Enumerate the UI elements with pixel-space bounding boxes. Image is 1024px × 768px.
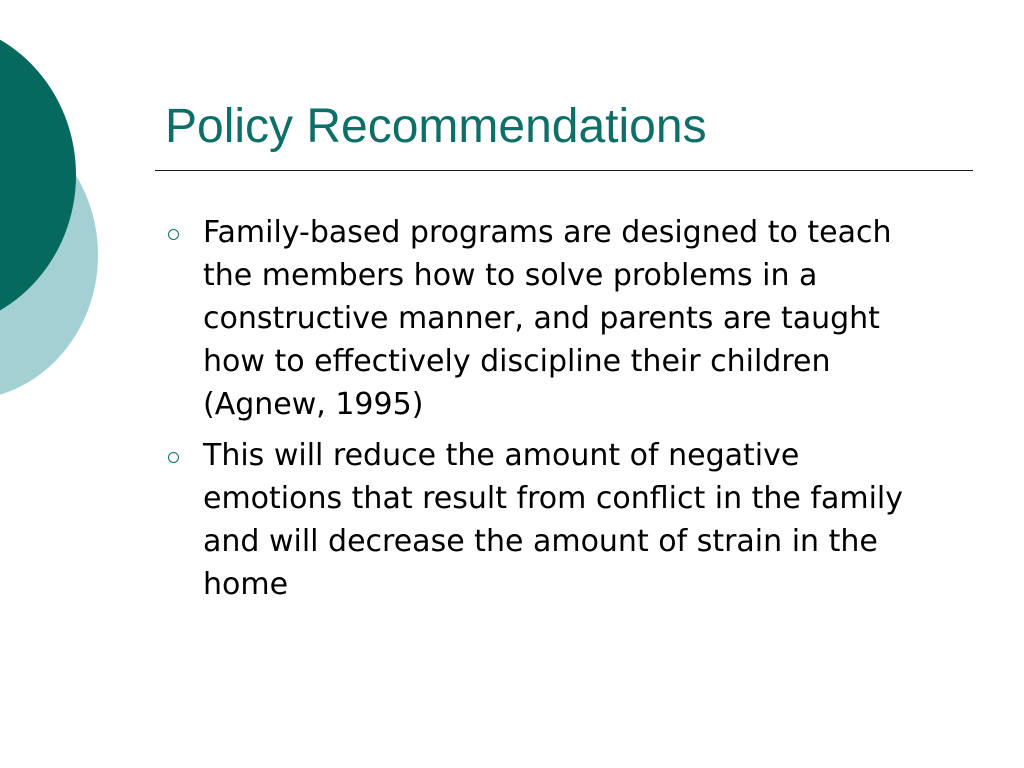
slide-title: Policy Recommendations xyxy=(165,100,707,153)
title-divider xyxy=(155,170,973,171)
bullet-list xyxy=(160,211,940,614)
bullet-item xyxy=(160,434,940,606)
bullet-text: Family-based programs are designed to teach the members how to solve problems in a constructive manner, and parents are taught how to effectively discipline their children (Agnew, 1995) xyxy=(203,215,892,422)
bullet-item xyxy=(160,211,940,426)
hollow-circle-bullet-icon xyxy=(168,229,179,240)
bullet-text: This will reduce the amount of negative emotions that result from conflict in the family and will decrease the amount of strain in the home xyxy=(203,438,904,602)
hollow-circle-bullet-icon xyxy=(168,452,179,463)
